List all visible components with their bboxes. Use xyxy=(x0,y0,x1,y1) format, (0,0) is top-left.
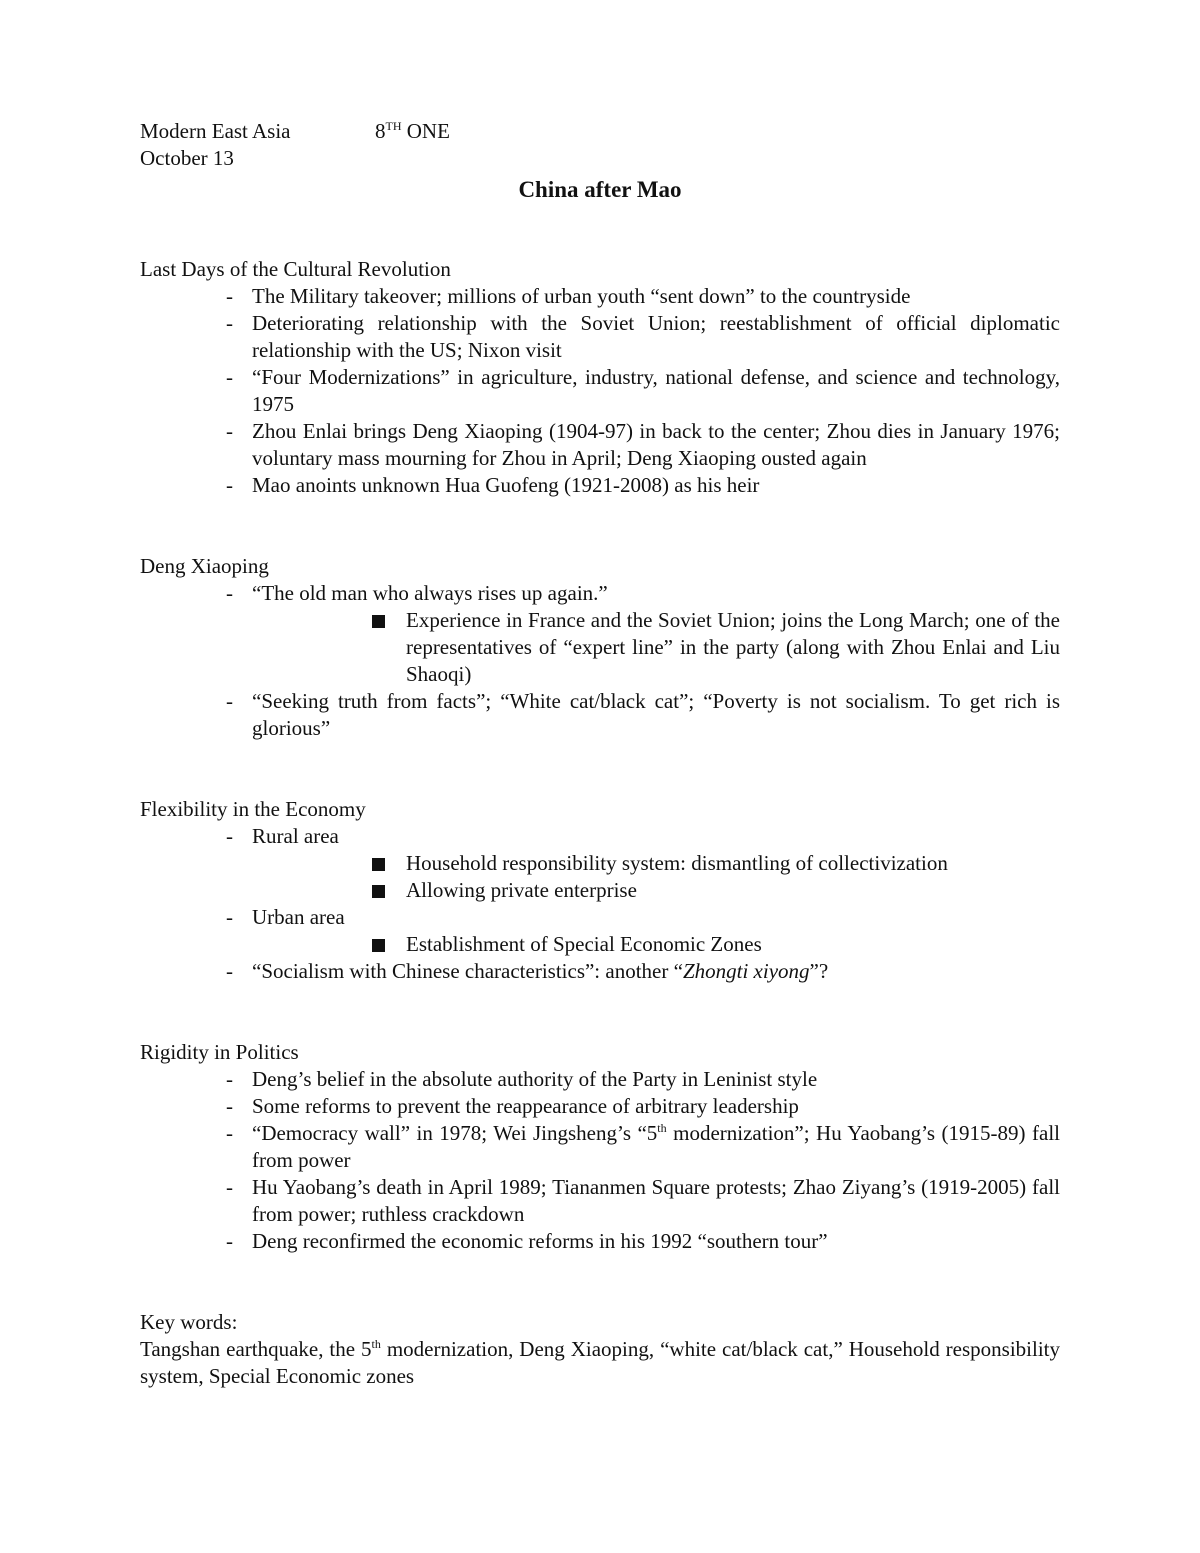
section-politics xyxy=(140,1039,1060,1255)
section-suffix: ONE xyxy=(401,119,450,143)
bullet-list xyxy=(140,580,1060,742)
section-heading: Deng Xiaoping xyxy=(140,554,269,578)
dash-marker: - xyxy=(226,1175,233,1199)
course-name: Modern East Asia xyxy=(140,119,291,143)
keywords-text: Tangshan earthquake, the 5th modernization, Deng Xiaoping, “white cat/black cat,” Household responsibility system, Special Economic zones xyxy=(140,1337,1060,1388)
list-item: - “Socialism with Chinese characteristics”: another “Zhongti xiyong”? xyxy=(226,959,829,983)
section-deng-xiaoping xyxy=(140,553,1060,742)
section-number: 8 xyxy=(375,119,386,143)
document-page xyxy=(140,118,1060,1390)
sub-bullet-list xyxy=(364,607,1060,688)
dash-marker: - xyxy=(226,473,233,497)
list-item: - Urban area Establishment of Special Economic Zones xyxy=(140,904,1060,958)
section-heading: Rigidity in Politics xyxy=(140,1040,299,1064)
square-bullet-icon xyxy=(372,939,385,952)
sub-bullet-list xyxy=(364,850,1060,904)
list-item: - Zhou Enlai brings Deng Xiaoping (1904-97) in back to the center; Zhou dies in January 1976; voluntary mass mourning for Zhou in April; Deng Xiaoping ousted again xyxy=(226,419,1060,470)
section-economy xyxy=(140,796,1060,985)
section-cultural-revolution xyxy=(140,256,1060,499)
dash-marker: - xyxy=(226,824,233,848)
dash-marker: - xyxy=(226,1229,233,1253)
keywords-heading: Key words: xyxy=(140,1310,238,1334)
class-section xyxy=(375,119,450,143)
dash-marker: - xyxy=(226,419,233,443)
bullet-list xyxy=(140,283,1060,499)
list-item: - Mao anoints unknown Hua Guofeng (1921-2008) as his heir xyxy=(226,473,760,497)
sub-list-item: Experience in France and the Soviet Union; joins the Long March; one of the representatives of “expert line” in the party (along with Zhou Enlai and Liu Shaoqi) xyxy=(252,607,1060,688)
dash-marker: - xyxy=(226,1094,233,1118)
list-item: - Deng’s belief in the absolute authority of the Party in Leninist style xyxy=(226,1067,818,1091)
list-item: - Some reforms to prevent the reappearance of arbitrary leadership xyxy=(226,1094,799,1118)
section-superscript: TH xyxy=(385,119,402,133)
list-item: - Hu Yaobang’s death in April 1989; Tiananmen Square protests; Zhao Ziyang’s (1919-2005) fall from power; ruthless crackdown xyxy=(226,1175,1060,1226)
list-item: - Deteriorating relationship with the Soviet Union; reestablishment of official diplomatic relationship with the US; Nixon visit xyxy=(226,311,1060,362)
dash-marker: - xyxy=(226,365,233,389)
bullet-list xyxy=(140,823,1060,985)
dash-marker: - xyxy=(226,284,233,308)
list-item: - Rural area Household responsibility system: dismantling of collectivization Allowing private enterprise xyxy=(140,823,1060,904)
italic-term: Zhongti xiyong xyxy=(682,959,810,983)
header-line-1 xyxy=(140,118,1060,145)
sub-list-item: Household responsibility system: dismantling of collectivization xyxy=(252,850,1060,877)
square-bullet-icon xyxy=(372,858,385,871)
bullet-list xyxy=(140,1066,1060,1255)
lecture-date: October 13 xyxy=(140,146,234,170)
dash-marker: - xyxy=(226,689,233,713)
list-item: - “Democracy wall” in 1978; Wei Jingsheng’s “5th modernization”; Hu Yaobang’s (1915-89) fall from power xyxy=(226,1121,1060,1172)
sub-list-item: Allowing private enterprise xyxy=(252,877,1060,904)
sub-bullet-list xyxy=(364,931,1060,958)
section-keywords xyxy=(140,1309,1060,1390)
section-heading: Flexibility in the Economy xyxy=(140,797,366,821)
dash-marker: - xyxy=(226,311,233,335)
document-title: China after Mao xyxy=(518,177,682,202)
list-item: - Deng reconfirmed the economic reforms in his 1992 “southern tour” xyxy=(226,1229,828,1253)
dash-marker: - xyxy=(226,959,233,983)
list-item: - The Military takeover; millions of urban youth “sent down” to the countryside xyxy=(226,284,911,308)
sub-list-item: Establishment of Special Economic Zones xyxy=(252,931,1060,958)
list-item: - “Four Modernizations” in agriculture, industry, national defense, and science and technology, 1975 xyxy=(226,365,1060,416)
list-item: - “The old man who always rises up again.” Experience in France and the Soviet Union; joins the Long March; one of the representatives of “expert line” in the party (along with Zhou Enlai and Liu Shaoqi) xyxy=(226,581,1060,686)
list-item: - “Seeking truth from facts”; “White cat/black cat”; “Poverty is not socialism. To get rich is glorious” xyxy=(226,689,1060,740)
dash-marker: - xyxy=(226,1067,233,1091)
square-bullet-icon xyxy=(372,615,385,628)
dash-marker: - xyxy=(226,905,233,929)
dash-marker: - xyxy=(226,581,233,605)
dash-marker: - xyxy=(226,1121,233,1145)
square-bullet-icon xyxy=(372,885,385,898)
section-heading: Last Days of the Cultural Revolution xyxy=(140,257,451,281)
